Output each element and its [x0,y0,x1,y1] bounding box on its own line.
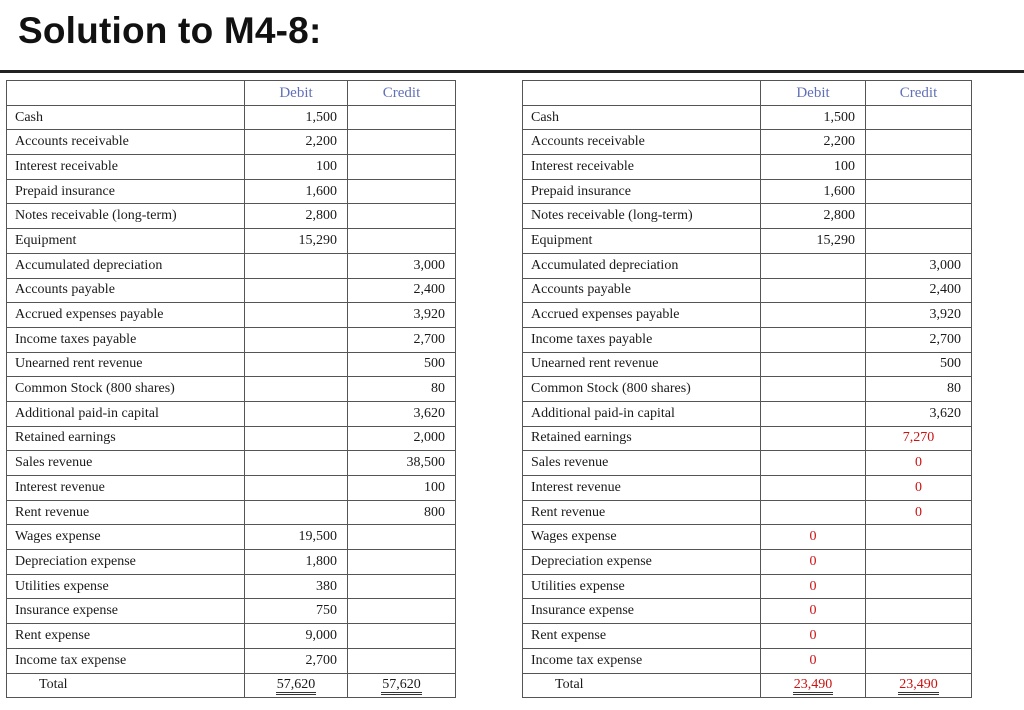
credit-amount [348,229,456,254]
debit-amount: 2,700 [245,648,348,673]
account-name: Common Stock (800 shares) [7,377,245,402]
credit-amount [866,204,972,229]
account-name: Insurance expense [523,599,761,624]
credit-total-cell [866,673,972,698]
debit-amount [245,401,348,426]
table-row [523,253,972,278]
account-name: Rent revenue [7,500,245,525]
trial-balance-unadjusted [6,80,456,698]
credit-amount [866,599,972,624]
total-label: Total [523,673,761,698]
table-row [7,352,456,377]
account-name: Sales revenue [523,451,761,476]
account-name: Accounts receivable [523,130,761,155]
account-name: Depreciation expense [523,550,761,575]
debit-amount: 0 [761,550,866,575]
credit-amount [866,130,972,155]
debit-amount: 15,290 [761,229,866,254]
credit-amount [866,229,972,254]
total-row [7,673,456,698]
table-row [7,426,456,451]
table-row [7,599,456,624]
credit-amount: 100 [348,476,456,501]
account-name: Unearned rent revenue [523,352,761,377]
account-column-header [523,81,761,106]
table-row [523,229,972,254]
credit-amount: 3,000 [866,253,972,278]
table-row [523,303,972,328]
credit-total: 23,490 [898,677,939,695]
table-row [523,525,972,550]
table-row [7,550,456,575]
debit-amount [761,500,866,525]
debit-amount [245,278,348,303]
table-row [523,377,972,402]
table-row [7,377,456,402]
account-name: Wages expense [7,525,245,550]
header-row [7,81,456,106]
debit-amount: 0 [761,648,866,673]
table-row [7,648,456,673]
header-row [523,81,972,106]
account-name: Interest receivable [7,155,245,180]
total-label: Total [7,673,245,698]
account-name: Accounts payable [523,278,761,303]
table-row [7,451,456,476]
credit-amount [866,550,972,575]
account-name: Additional paid-in capital [523,401,761,426]
trial-balance-table-right [522,80,972,698]
credit-amount [866,624,972,649]
credit-amount [348,155,456,180]
credit-amount: 3,920 [866,303,972,328]
table-row [523,401,972,426]
debit-amount: 1,800 [245,550,348,575]
credit-amount: 500 [866,352,972,377]
account-name: Retained earnings [523,426,761,451]
table-row [523,648,972,673]
credit-amount: 2,400 [348,278,456,303]
account-name: Rent expense [7,624,245,649]
debit-amount: 750 [245,599,348,624]
account-name: Utilities expense [7,574,245,599]
debit-amount: 2,200 [245,130,348,155]
page-title: Solution to M4-8: [18,10,322,51]
credit-total-cell [348,673,456,698]
table-row [7,401,456,426]
debit-amount [761,401,866,426]
table-row [523,451,972,476]
credit-total: 57,620 [381,677,422,695]
credit-amount: 0 [866,451,972,476]
credit-amount: 80 [866,377,972,402]
table-row [523,426,972,451]
debit-amount [245,451,348,476]
account-name: Prepaid insurance [523,179,761,204]
table-row [7,105,456,130]
account-column-header [7,81,245,106]
account-name: Unearned rent revenue [7,352,245,377]
credit-amount: 0 [866,476,972,501]
table-row [523,550,972,575]
debit-amount [245,303,348,328]
account-name: Equipment [523,229,761,254]
credit-amount [348,550,456,575]
debit-amount: 19,500 [245,525,348,550]
account-name: Interest receivable [523,155,761,180]
credit-amount: 2,700 [866,327,972,352]
debit-amount: 0 [761,624,866,649]
credit-amount: 7,270 [866,426,972,451]
credit-amount: 38,500 [348,451,456,476]
account-name: Income tax expense [7,648,245,673]
table-row [7,204,456,229]
debit-amount: 100 [761,155,866,180]
account-name: Interest revenue [523,476,761,501]
account-name: Additional paid-in capital [7,401,245,426]
debit-amount [245,500,348,525]
account-name: Accrued expenses payable [7,303,245,328]
credit-amount: 2,400 [866,278,972,303]
debit-amount [245,352,348,377]
debit-amount [761,352,866,377]
account-name: Rent expense [523,624,761,649]
credit-amount: 3,000 [348,253,456,278]
debit-amount [245,327,348,352]
credit-amount [866,648,972,673]
table-row [523,327,972,352]
table-row [7,476,456,501]
account-name: Income taxes payable [523,327,761,352]
credit-amount: 3,620 [866,401,972,426]
table-row [7,500,456,525]
debit-amount [761,278,866,303]
table-row [523,352,972,377]
table-row [7,155,456,180]
credit-amount [348,179,456,204]
table-row [7,229,456,254]
debit-amount: 2,800 [761,204,866,229]
credit-amount: 0 [866,500,972,525]
debit-amount: 380 [245,574,348,599]
account-name: Insurance expense [7,599,245,624]
credit-amount: 500 [348,352,456,377]
account-name: Accrued expenses payable [523,303,761,328]
account-name: Cash [523,105,761,130]
account-name: Retained earnings [7,426,245,451]
debit-amount [761,327,866,352]
table-row [523,155,972,180]
debit-amount: 1,500 [245,105,348,130]
credit-amount: 80 [348,377,456,402]
table-row [523,574,972,599]
credit-amount [348,105,456,130]
debit-amount [761,476,866,501]
debit-column-header: Debit [245,81,348,106]
table-row [523,179,972,204]
account-name: Depreciation expense [7,550,245,575]
debit-amount: 2,800 [245,204,348,229]
account-name: Accumulated depreciation [523,253,761,278]
credit-amount [348,599,456,624]
account-name: Wages expense [523,525,761,550]
debit-amount [761,303,866,328]
table-row [523,105,972,130]
table-row [7,327,456,352]
table-row [7,278,456,303]
table-row [523,204,972,229]
table-row [523,130,972,155]
account-name: Income tax expense [523,648,761,673]
debit-amount [245,253,348,278]
credit-amount [348,648,456,673]
debit-amount: 1,600 [245,179,348,204]
total-row [523,673,972,698]
debit-amount [761,426,866,451]
debit-amount: 1,500 [761,105,866,130]
credit-amount: 3,620 [348,401,456,426]
account-name: Common Stock (800 shares) [523,377,761,402]
debit-amount [761,451,866,476]
table-row [523,599,972,624]
account-name: Notes receivable (long-term) [523,204,761,229]
debit-amount: 15,290 [245,229,348,254]
credit-amount [866,179,972,204]
table-row [523,278,972,303]
debit-amount [245,426,348,451]
debit-amount: 1,600 [761,179,866,204]
debit-amount: 0 [761,525,866,550]
table-row [7,253,456,278]
debit-total-cell [245,673,348,698]
table-row [7,303,456,328]
debit-total: 23,490 [793,677,834,695]
account-name: Equipment [7,229,245,254]
account-name: Interest revenue [7,476,245,501]
debit-column-header: Debit [761,81,866,106]
credit-amount [866,574,972,599]
debit-amount: 0 [761,574,866,599]
credit-amount [866,105,972,130]
account-name: Accumulated depreciation [7,253,245,278]
account-name: Notes receivable (long-term) [7,204,245,229]
debit-amount: 0 [761,599,866,624]
trial-balance-table-left [6,80,456,698]
credit-amount [348,204,456,229]
debit-amount: 2,200 [761,130,866,155]
credit-column-header: Credit [866,81,972,106]
account-name: Accounts payable [7,278,245,303]
table-row [7,574,456,599]
credit-amount [348,130,456,155]
account-name: Rent revenue [523,500,761,525]
credit-amount [348,525,456,550]
credit-amount [866,155,972,180]
table-row [523,500,972,525]
account-name: Sales revenue [7,451,245,476]
credit-amount: 800 [348,500,456,525]
table-row [7,624,456,649]
table-row [7,130,456,155]
account-name: Accounts receivable [7,130,245,155]
credit-amount: 3,920 [348,303,456,328]
account-name: Utilities expense [523,574,761,599]
title-divider [0,70,1024,73]
credit-amount [348,574,456,599]
credit-amount: 2,000 [348,426,456,451]
debit-amount [245,377,348,402]
account-name: Cash [7,105,245,130]
account-name: Prepaid insurance [7,179,245,204]
table-row [523,624,972,649]
debit-amount [761,377,866,402]
debit-amount [245,476,348,501]
debit-amount [761,253,866,278]
credit-amount [866,525,972,550]
account-name: Income taxes payable [7,327,245,352]
credit-amount [348,624,456,649]
debit-total: 57,620 [276,677,317,695]
credit-column-header: Credit [348,81,456,106]
table-row [7,525,456,550]
trial-balance-closed [522,80,972,698]
credit-amount: 2,700 [348,327,456,352]
debit-amount: 100 [245,155,348,180]
table-row [523,476,972,501]
debit-total-cell [761,673,866,698]
debit-amount: 9,000 [245,624,348,649]
table-row [7,179,456,204]
